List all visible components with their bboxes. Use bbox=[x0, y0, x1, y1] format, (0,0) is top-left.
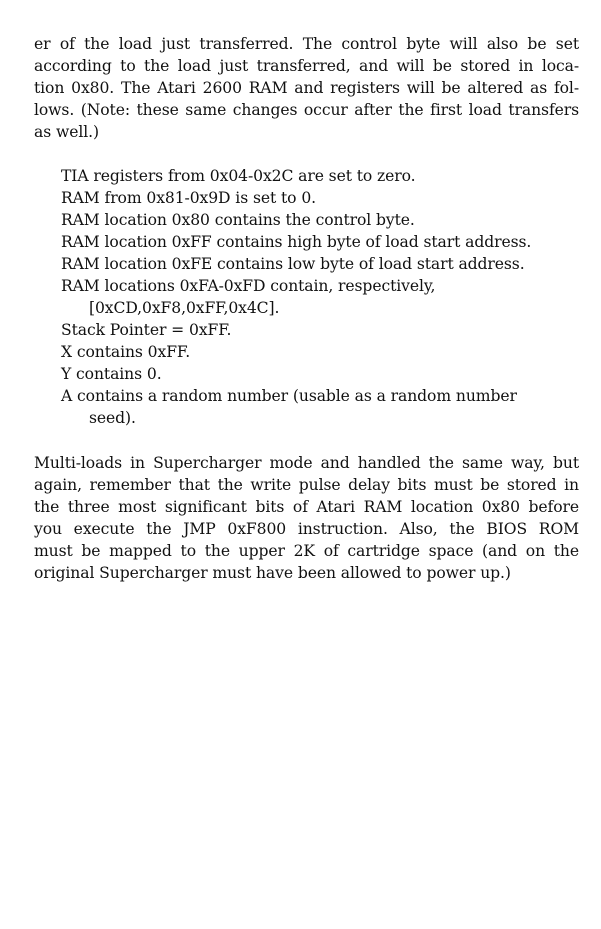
text-line: lows. (Note: these same changes occur after the first load transfers bbox=[34, 101, 579, 119]
list-item: Stack Pointer = 0xFF. bbox=[61, 321, 232, 339]
final-paragraph bbox=[34, 452, 579, 584]
intro-paragraph bbox=[34, 33, 579, 143]
text-line: original Supercharger must have been allowed to power up.) bbox=[34, 564, 511, 582]
list-item: Y contains 0. bbox=[61, 365, 162, 383]
text-line: according to the load just transferred, and will be stored in loca- bbox=[34, 57, 579, 75]
text-line: the three most significant bits of Atari RAM location 0x80 before bbox=[34, 498, 579, 516]
text-line: again, remember that the write pulse delay bits must be stored in bbox=[34, 476, 579, 494]
list-item: X contains 0xFF. bbox=[61, 343, 191, 361]
list-item: RAM location 0x80 contains the control byte. bbox=[61, 211, 415, 229]
list-item: A contains a random number (usable as a random number bbox=[61, 387, 517, 405]
list-item: RAM locations 0xFA-0xFD contain, respectively, bbox=[61, 277, 436, 295]
list-item-continuation: seed). bbox=[89, 409, 136, 427]
list-item: RAM from 0x81-0x9D is set to 0. bbox=[61, 189, 316, 207]
list-item: RAM location 0xFE contains low byte of load start address. bbox=[61, 255, 525, 273]
list-item: TIA registers from 0x04-0x2C are set to zero. bbox=[61, 167, 416, 185]
register-state-list bbox=[61, 165, 581, 429]
text-line: Multi-loads in Supercharger mode and handled the same way, but bbox=[34, 454, 579, 472]
list-item-continuation: [0xCD,0xF8,0xFF,0x4C]. bbox=[89, 299, 280, 317]
text-line: er of the load just transferred. The control byte will also be set bbox=[34, 35, 579, 53]
text-line: as well.) bbox=[34, 123, 99, 141]
text-line: you execute the JMP 0xF800 instruction. Also, the BIOS ROM bbox=[34, 520, 579, 538]
text-line: tion 0x80. The Atari 2600 RAM and registers will be altered as fol- bbox=[34, 79, 579, 97]
list-item: RAM location 0xFF contains high byte of load start address. bbox=[61, 233, 532, 251]
text-line: must be mapped to the upper 2K of cartridge space (and on the bbox=[34, 542, 579, 560]
